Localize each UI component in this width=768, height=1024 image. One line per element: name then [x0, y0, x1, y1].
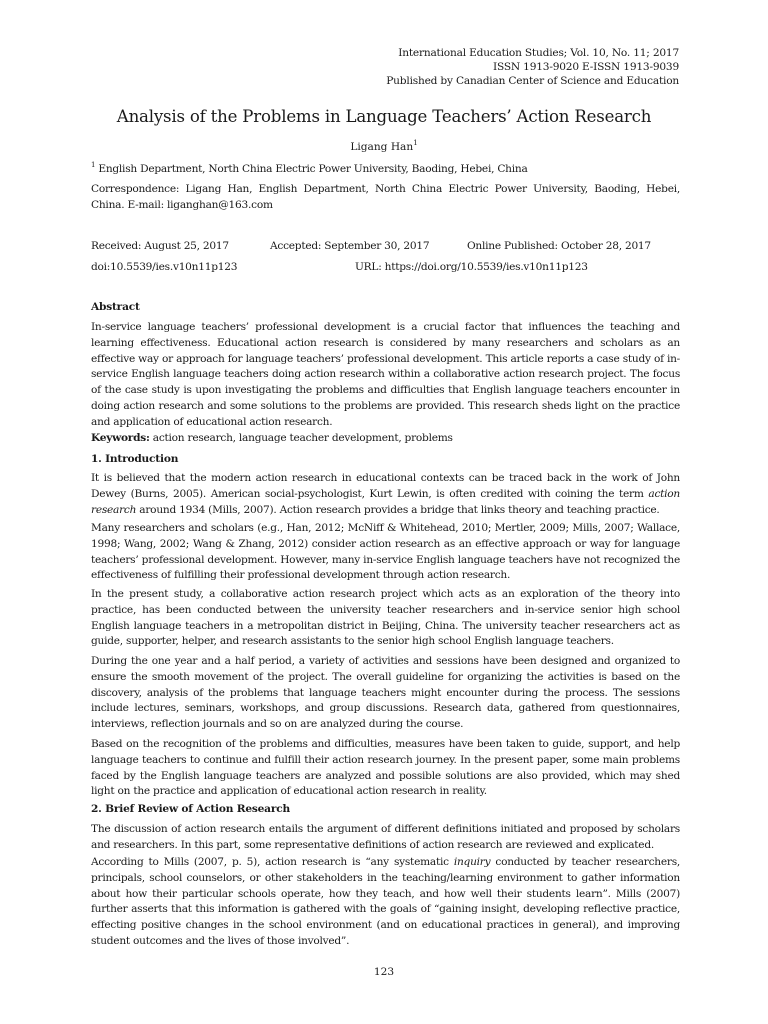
received-date: Received: August 25, 2017	[91, 240, 229, 252]
author-name: Ligang Han	[350, 141, 414, 153]
review-paragraph-1: The discussion of action research entails the argument of different definitions initiated and proposed by scholars and researchers. In this part, some representative definitions of action research are reviewed and explicated.	[91, 823, 680, 851]
review-p2-text-end: conducted by teacher researchers, principals, school counselors, or other stakeholders in the teaching/learning environment to gather information about how their particular schools operate, how they teach, and how well their students learn”. Mills (2007) further asserts that this information is gathered with the goals of “gaining insight, developing reflective practice, effecting positive changes in the school environment (and on educational practices in general), and improving student outcomes and the lives of those involved”.	[91, 856, 680, 947]
review-p2-emphasis: inquiry	[453, 856, 491, 868]
keywords-text: action research, language teacher development, problems	[149, 432, 453, 444]
intro-p1-text-end: around 1934 (Mills, 2007). Action research provides a bridge that links theory and teaching practice.	[136, 503, 660, 516]
intro-paragraph-2: Many researchers and scholars (e.g., Han, 2012; McNiff & Whitehead, 2010; Mertler, 2009; Mills, 2007; Wallace, 1998; Wang, 2002; Wang & Zhang, 2012) consider action research as an effective approach or way for language teachers’ professional development. However, many in-service English language teachers have not recognized the effectiveness of fulfilling their professional development through action research.	[91, 522, 680, 582]
publisher-info: Published by Canadian Center of Science and Education	[386, 75, 679, 87]
review-paragraph-2	[91, 855, 680, 950]
page-number: 123	[373, 966, 395, 978]
correspondence: Correspondence: Ligang Han, English Department, North China Electric Power University, Baoding, Hebei, China. E-mail: liganghan@163.com	[91, 183, 680, 211]
review-p2-text: According to Mills (2007, p. 5), action research is “any systematic	[91, 856, 454, 868]
intro-paragraph-4: During the one year and a half period, a variety of activities and sessions have been designed and organized to ensure the smooth movement of the project. The overall guideline for organizing the activities is based on the discovery, analysis of the problems that language teachers might encounter during the process. The sessions include lectures, seminars, workshops, and group discussions. Research data, gathered from questionnaires, interviews, reflection journals and so on are analyzed during the course.	[91, 655, 680, 731]
section-heading-introduction: 1. Introduction	[91, 453, 179, 465]
affiliation	[91, 162, 680, 178]
journal-header	[386, 46, 679, 88]
paper-title: Analysis of the Problems in Language Teachers’ Action Research	[116, 107, 652, 126]
intro-p1-text: It is believed that the modern action research in educational contexts can be traced back in the work of John Dewey (Burns, 2005). American social-psychologist, Kurt Lewin, is often credited with coining the term	[91, 472, 680, 500]
keywords-label: Keywords:	[91, 432, 150, 444]
doi: doi:10.5539/ies.v10n11p123	[91, 261, 238, 273]
affiliation-mark: 1	[91, 161, 96, 169]
intro-paragraph-1	[91, 471, 680, 518]
published-date: Online Published: October 28, 2017	[467, 240, 651, 252]
section-heading-review: 2. Brief Review of Action Research	[91, 803, 290, 815]
abstract-heading: Abstract	[91, 301, 140, 313]
issn-info: ISSN 1913-9020 E-ISSN 1913-9039	[493, 61, 679, 73]
journal-info: International Education Studies; Vol. 10, No. 11; 2017	[398, 47, 679, 59]
url: URL: https://doi.org/10.5539/ies.v10n11p123	[355, 261, 588, 273]
intro-paragraph-5: Based on the recognition of the problems and difficulties, measures have been taken to guide, support, and help language teachers to continue and fulfill their action research journey. In the present paper, some main problems faced by the English language teachers are analyzed and possible solutions are also provided, which may shed light on the practice and application of educational action research in reality.	[91, 738, 680, 798]
keywords	[91, 431, 680, 447]
author-affiliation-mark: 1	[413, 139, 418, 147]
intro-paragraph-3: In the present study, a collaborative action research project which acts as an exploration of the theory into practice, has been conducted between the university teacher researchers and in-service senior high school English language teachers in a metropolitan district in Beijing, China. The university teacher researchers act as guide, supporter, helper, and research assistants to the senior high school English language teachers.	[91, 588, 680, 648]
intro-p1-emphasis: action research	[91, 487, 680, 516]
affiliation-text: English Department, North China Electric Power University, Baoding, Hebei, China	[95, 163, 528, 175]
abstract-text: In-service language teachers’ professional development is a crucial factor that influences the teaching and learning effectiveness. Educational action research is considered by many researchers and scholars as an effective way or approach for language teachers’ professional development. This article reports a case study of in-service English language teachers doing action research within a collaborative action research project. The focus of the case study is upon investigating the problems and difficulties that English language teachers encounter in doing action research and some solutions to the problems are provided. This research sheds light on the practice and application of educational action research.	[91, 321, 680, 428]
accepted-date: Accepted: September 30, 2017	[270, 240, 430, 252]
author-line	[0, 140, 768, 154]
